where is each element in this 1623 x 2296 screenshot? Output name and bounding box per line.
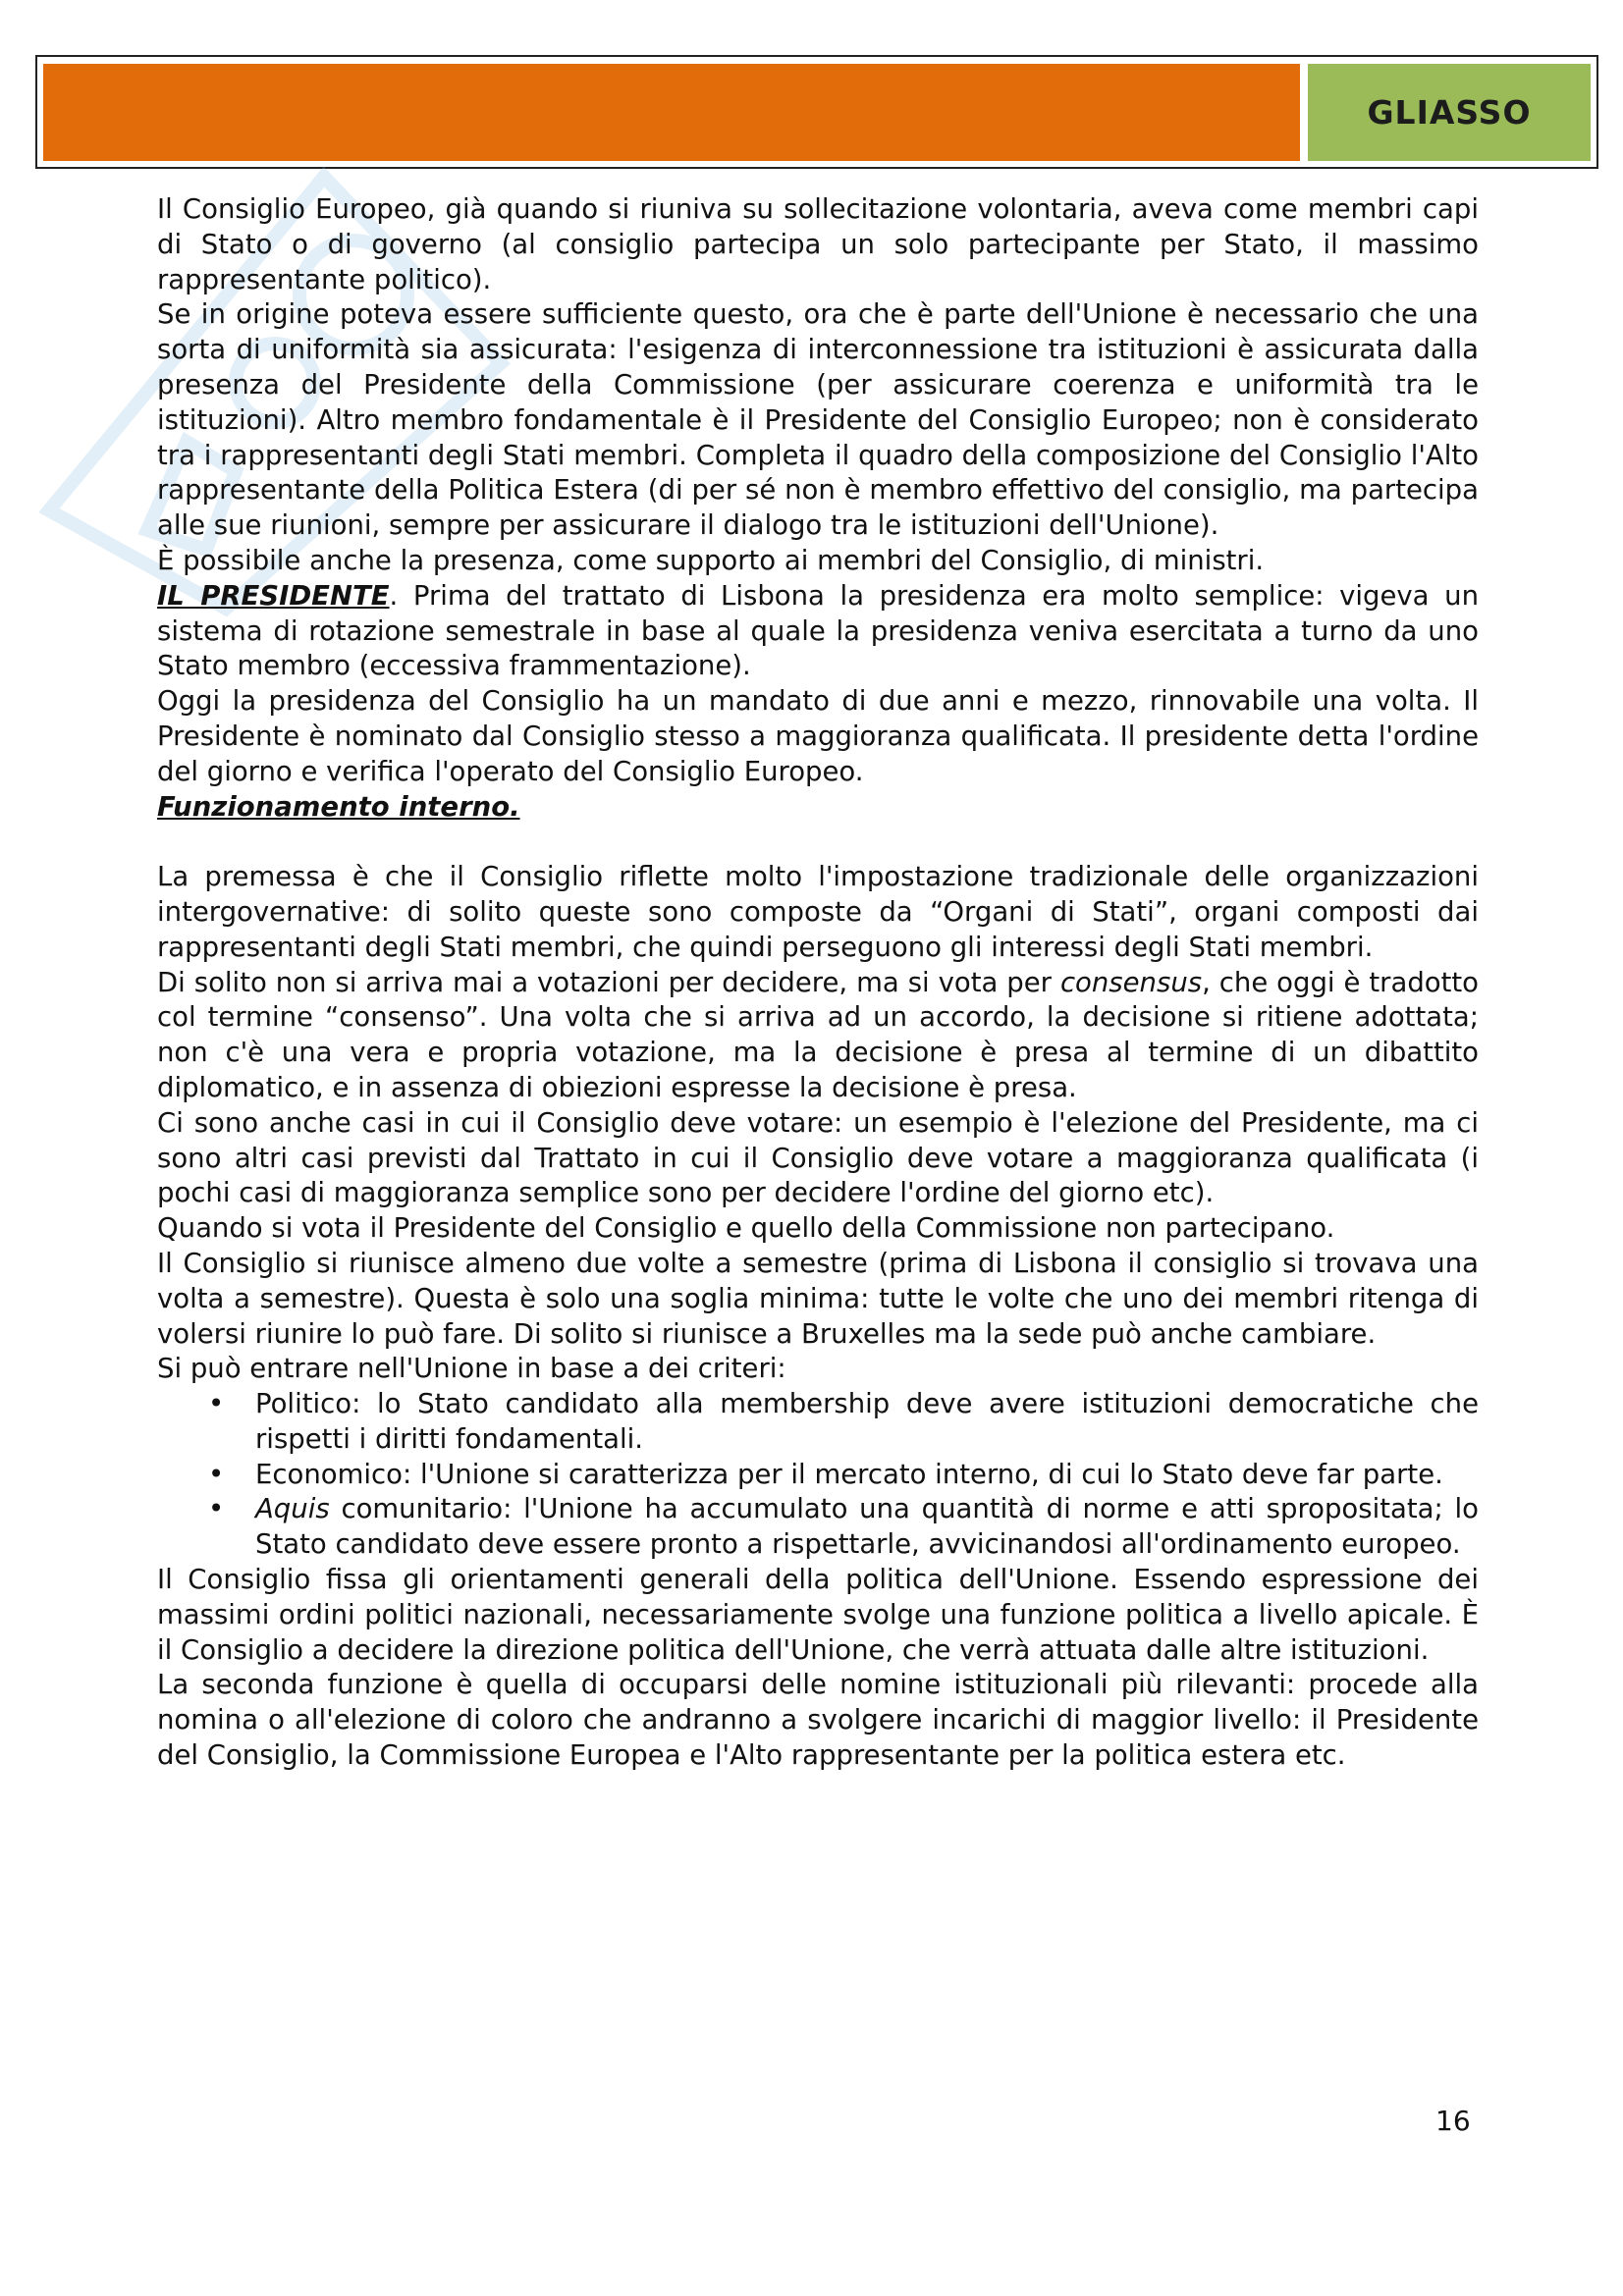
paragraph: Il Consiglio si riunisce almeno due volte a semestre (prima di Lisbona il consiglio si trovava una volta a semestre). Questa è solo una soglia minima: tutte le volte che uno dei membri ritenga di volersi riunire lo può fare. Di solito si riunisce a Bruxelles ma la sede può anche cambiare. bbox=[157, 1247, 1479, 1350]
section-heading-presidente: IL PRESIDENTE bbox=[157, 579, 390, 612]
paragraph: Se in origine poteva essere sufficiente questo, ora che è parte dell'Unione è necessario che una sorta di uniformità sia assicurata: l'esigenza di interconnessione tra istituzioni è assicurata dalla presenza del Presidente della Commissione (per assicurare coerenza e uniformità tra le istituzioni). Altro membro fondamentale è il Presidente del Consiglio Europeo; non è considerato tra i rappresentanti degli Stati membri. Completa il quadro della composizione del Consiglio l'Alto rappresentante della Politica Estera (di per sé non è membro effettivo del consiglio, ma partecipa alle sue riunioni, sempre per assicurare il dialogo tra le istituzioni dell'Unione). bbox=[157, 298, 1479, 542]
presidente-paragraph bbox=[157, 579, 1479, 684]
list-item-text: comunitario: l'Unione ha accumulato una quantità di norme e atti spropositata; lo Stato candidato deve essere pronto a rispettarle, avvicinandosi all'ordinamento europeo. bbox=[255, 1493, 1479, 1561]
brand-box bbox=[1308, 64, 1591, 161]
criteria-list bbox=[157, 1387, 1479, 1563]
paragraph: La premessa è che il Consiglio riflette molto l'impostazione tradizionale delle organizzazioni intergovernative: di solito queste sono composte da “Organi di Stati”, organi composti dai rappresentanti degli Stati membri, che quindi perseguono gli interessi degli Stati membri. bbox=[157, 861, 1479, 963]
paragraph: Il Consiglio Europeo, già quando si riuniva su sollecitazione volontaria, aveva come membri capi di Stato o di governo (al consiglio partecipa un solo partecipante per Stato, il massimo rappresentante politico). bbox=[157, 193, 1479, 295]
paragraph bbox=[157, 966, 1479, 1106]
bullet-icon: • bbox=[208, 1458, 225, 1490]
paragraph: È possibile anche la presenza, come supporto ai membri del Consiglio, di ministri. bbox=[157, 544, 1265, 576]
list-item bbox=[157, 1492, 1479, 1563]
italic-term: consensus bbox=[1059, 966, 1203, 998]
list-item bbox=[157, 1387, 1479, 1458]
text-run: Di solito non si arriva mai a votazioni per decidere, ma si vota per bbox=[157, 966, 1060, 998]
paragraph: Si può entrare nell'Unione in base a dei criteri: bbox=[157, 1353, 786, 1385]
page-number: 16 bbox=[1435, 2105, 1471, 2137]
document-body bbox=[157, 192, 1479, 1774]
paragraph: Quando si vota il Presidente del Consiglio e quello della Commissione non partecipano. bbox=[157, 1212, 1335, 1245]
paragraph: La seconda funzione è quella di occuparsi delle nomine istituzionali più rilevanti: procede alla nomina o all'elezione di coloro che andranno a svolgere incarichi di maggior livello: il Presidente del Consiglio, la Commissione Europea e l'Alto rappresentante per la politica estera etc. bbox=[157, 1669, 1479, 1772]
bullet-icon: • bbox=[208, 1388, 225, 1420]
brand-title: GLIASSO bbox=[1367, 93, 1532, 132]
paragraph: Ci sono anche casi in cui il Consiglio deve votare: un esempio è l'elezione del Presidente, ma ci sono altri casi previsti dal Trattato in cui il Consiglio deve votare a maggioranza qualificata (i pochi casi di maggioranza semplice sono per decidere l'ordine del giorno etc). bbox=[157, 1106, 1479, 1209]
list-item-text: Economico: l'Unione si caratterizza per il mercato interno, di cui lo Stato deve far parte. bbox=[255, 1458, 1443, 1490]
paragraph: Oggi la presidenza del Consiglio ha un mandato di due anni e mezzo, rinnovabile una volta. Il Presidente è nominato dal Consiglio stesso a maggioranza qualificata. Il presidente detta l'ordine del giorno e verifica l'operato del Consiglio Europeo. bbox=[157, 685, 1479, 787]
list-item bbox=[157, 1458, 1479, 1493]
presidente-text: . Prima del trattato di Lisbona la presidenza era molto semplice: vigeva un sistema di rotazione semestrale in base al quale la presidenza veniva esercitata a turno da uno Stato membro (eccessiva frammentazione). bbox=[157, 579, 1479, 682]
bullet-icon: • bbox=[208, 1493, 225, 1525]
paragraph: Il Consiglio fissa gli orientamenti generali della politica dell'Unione. Essendo espressione dei massimi ordini politici nazionali, necessariamente svolge una funzione politica a livello apicale. È il Consiglio a decidere la direzione politica dell'Unione, che verrà attuata dalle altre istituzioni. bbox=[157, 1564, 1479, 1666]
text-run: , che oggi è tradotto col termine “consenso”. Una volta che si arriva ad un accordo, la decisione si ritiene adottata; non c'è una vera e propria votazione, ma la decisione è presa al termine di un dibattito diplomatico, e in assenza di obiezioni espresse la decisione è presa. bbox=[157, 966, 1479, 1103]
list-item-text: Politico: lo Stato candidato alla membership deve avere istituzioni democratiche che rispetti i diritti fondamentali. bbox=[255, 1388, 1479, 1455]
italic-term: Aquis bbox=[255, 1493, 330, 1525]
section-heading-funzionamento: Funzionamento interno. bbox=[157, 790, 520, 823]
